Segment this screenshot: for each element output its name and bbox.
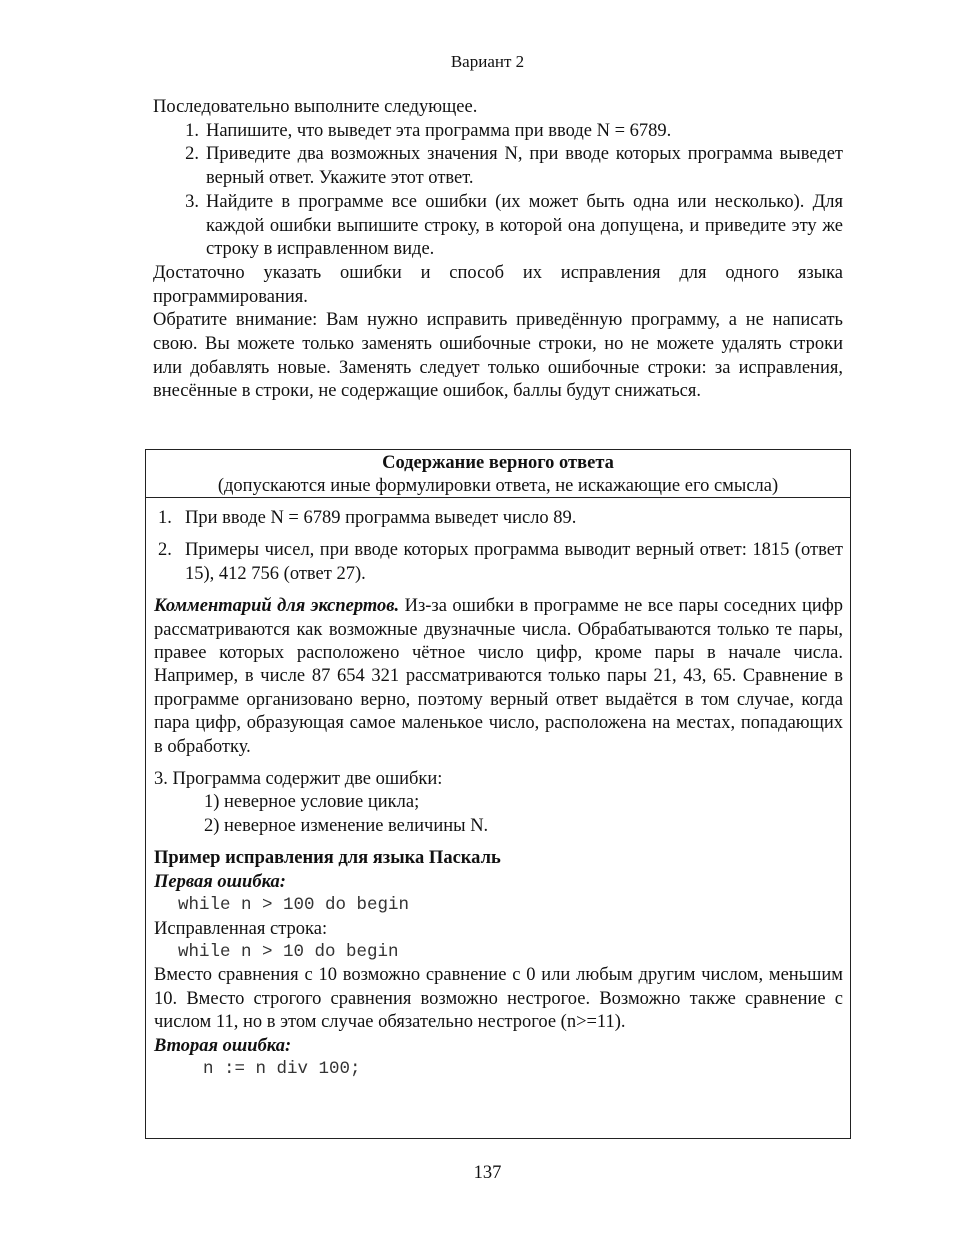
second-error-label: Вторая ошибка:: [154, 1035, 292, 1056]
answer-item-2: [154, 539, 843, 586]
task-item-number: 2.: [185, 144, 199, 165]
task-list: [153, 120, 843, 262]
fix-explanation: Вместо сравнения с 10 возможно сравнение с 0 или любым другим числом, меньшим 10. Вместо строгого сравнения возможно нестрогое. Возможно также сравнение с числом 11, но в этом случае обязательно нестрогое (n>=11).: [154, 965, 843, 1033]
error-list-item: 1) неверное условие цикла;: [204, 792, 420, 813]
second-error-code: n := n div 100;: [203, 1058, 361, 1079]
answer-item-text: Примеры чисел, при вводе которых программа выводит верный ответ: 1815 (ответ 15), 412 756 (ответ 27).: [185, 540, 843, 584]
answer-item-1: [154, 507, 843, 530]
answer-item-number: 2.: [158, 540, 172, 561]
task-note-language: Достаточно указать ошибки и способ их исправления для одного языка программирования.: [153, 262, 843, 307]
answer-item-text: При вводе N = 6789 программа выведет число 89.: [185, 508, 577, 528]
task-intro: Последовательно выполните следующее.: [153, 97, 478, 117]
fixed-line-code: while n > 10 do begin: [178, 941, 399, 962]
running-head: Вариант 2: [450, 52, 525, 71]
task-item-3: [153, 191, 843, 262]
expert-comment: [154, 595, 843, 759]
fixed-line-label: Исправленная строка:: [154, 918, 328, 939]
answer-box: [145, 449, 851, 1139]
task-item-1: [153, 120, 843, 144]
answer-header: [146, 450, 850, 498]
task-section: [153, 96, 843, 404]
page-number: 137: [473, 1163, 502, 1183]
task-item-number: 1.: [185, 120, 199, 141]
first-error-code: while n > 100 do begin: [178, 895, 410, 916]
answer-item-number: 1.: [158, 508, 172, 528]
example-title: Пример исправления для языка Паскаль: [154, 848, 501, 869]
task-note-attention: Обратите внимание: Вам нужно исправить приведённую программу, а не написать свою. Вы можете только заменять ошибочные строки, но не можете удалять строки или добавлять новые. Заменять следует только ошибочные строки: за исправления, внесённые в строки, не содержащие ошибок, баллы будут снижаться.: [153, 310, 843, 402]
answer-title: Содержание верного ответа: [382, 453, 614, 473]
answer-subtitle: (допускаются иные формулировки ответа, не искажающие его смысла): [217, 476, 779, 496]
expert-comment-text: Из-за ошибки в программе не все пары соседних цифр рассматриваются как возможные двузначные числа. Обрабатываются только те пары, правее которых расположено чётное число цифр, кроме пары в начале числа. Например, в числе 87 654 321 рассматриваются только пары 21, 43, 65. Сравнение в программе организовано верно, поэтому верный ответ выдаётся в том случае, когда пара цифр, образующая самое маленькое число, расположена на местах, попадающих в обработку.: [154, 596, 844, 757]
expert-comment-label: Комментарий для экспертов.: [154, 596, 400, 617]
error-list-item: 2) неверное изменение величины N.: [204, 815, 489, 836]
task-item-number: 3.: [185, 191, 199, 212]
task-item-text: Приведите два возможных значения N, при вводе которых программа выведет верный ответ. Укажите этот ответ.: [206, 144, 843, 189]
first-error-label: Первая ошибка:: [154, 871, 286, 892]
answer-item-3: 3. Программа содержит две ошибки:: [154, 769, 443, 790]
answer-body: [146, 498, 850, 1081]
task-item-text: Напишите, что выведет эта программа при вводе N = 6789.: [206, 120, 672, 141]
task-item-text: Найдите в программе все ошибки (их может быть одна или несколько). Для каждой ошибки выпишите строку, в которой она допущена, и приведите эту же строку в исправленном виде.: [206, 191, 843, 260]
task-item-2: [153, 143, 843, 190]
